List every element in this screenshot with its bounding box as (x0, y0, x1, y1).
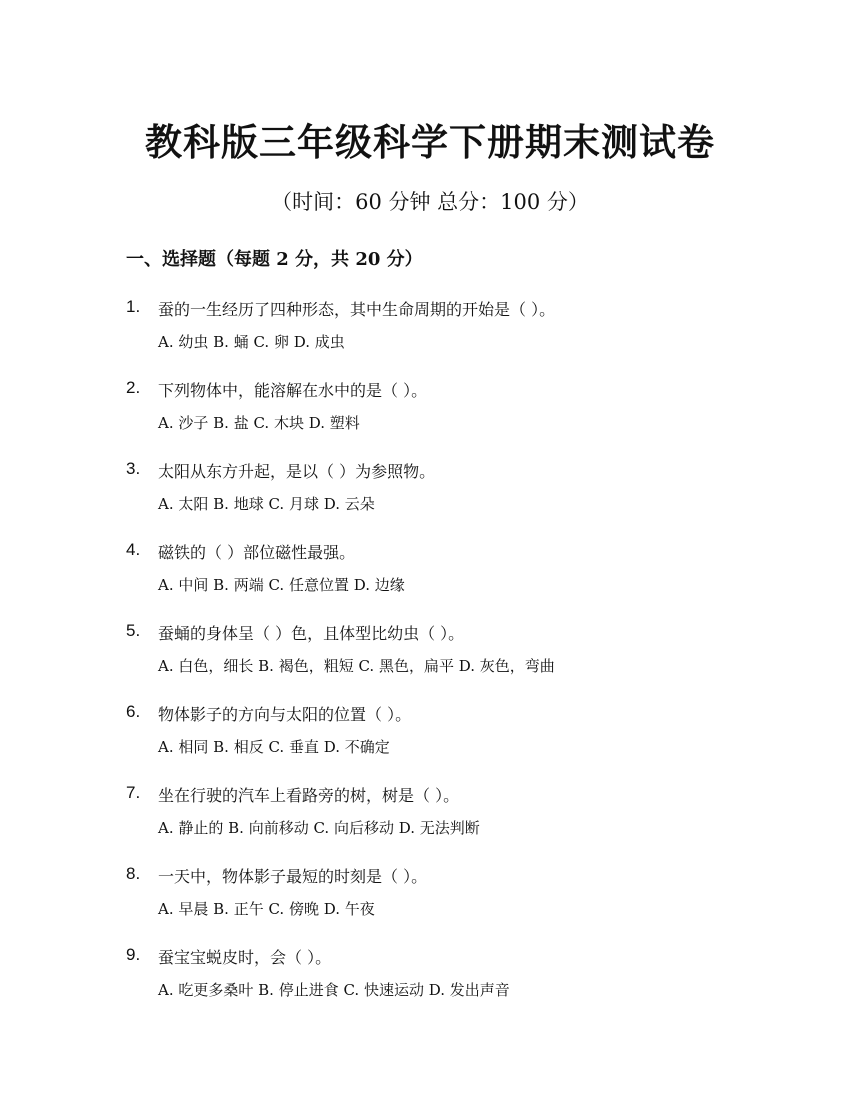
question-number: 1. (126, 297, 141, 316)
question-item (126, 783, 766, 864)
question-text: 下列物体中，能溶解在水中的是（ ）。 (158, 381, 428, 400)
question-options: A. 早晨 B. 正午 C. 傍晚 D. 午夜 (158, 900, 375, 918)
question-number: 7. (126, 783, 141, 802)
question-item (126, 621, 766, 702)
question-number: 9. (126, 945, 141, 964)
question-number: 6. (126, 702, 141, 721)
question-number: 5. (126, 621, 141, 640)
exam-subtitle: （时间：60 分钟 总分：100 分） (271, 190, 589, 214)
question-options: A. 相同 B. 相反 C. 垂直 D. 不确定 (158, 738, 390, 756)
question-options: A. 白色，细长 B. 褐色，粗短 C. 黑色，扁平 D. 灰色，弯曲 (158, 657, 555, 675)
question-text: 蚕蛹的身体呈（ ）色，且体型比幼虫（ ）。 (158, 624, 465, 643)
exam-title: 教科版三年级科学下册期末测试卷 (145, 120, 715, 164)
question-text: 物体影子的方向与太阳的位置（ ）。 (158, 705, 412, 724)
question-options: A. 吃更多桑叶 B. 停止进食 C. 快速运动 D. 发出声音 (158, 981, 510, 999)
question-options: A. 太阳 B. 地球 C. 月球 D. 云朵 (158, 495, 375, 513)
question-text: 磁铁的（ ）部位磁性最强。 (158, 543, 356, 562)
question-options: A. 沙子 B. 盐 C. 木块 D. 塑料 (158, 414, 360, 432)
question-number: 2. (126, 378, 141, 397)
question-text: 太阳从东方升起，是以（ ）为参照物。 (158, 462, 436, 481)
question-item (126, 540, 766, 621)
question-item (126, 945, 766, 1026)
question-item (126, 702, 766, 783)
question-options: A. 中间 B. 两端 C. 任意位置 D. 边缘 (158, 576, 405, 594)
question-text: 蚕的一生经历了四种形态，其中生命周期的开始是（ ）。 (158, 300, 556, 319)
question-text: 一天中，物体影子最短的时刻是（ ）。 (158, 867, 428, 886)
question-text: 坐在行驶的汽车上看路旁的树，树是（ ）。 (158, 786, 460, 805)
question-number: 4. (126, 540, 141, 559)
question-options: A. 幼虫 B. 蛹 C. 卵 D. 成虫 (158, 333, 345, 351)
question-item (126, 297, 766, 378)
question-number: 8. (126, 864, 141, 883)
question-text: 蚕宝宝蜕皮时，会（ ）。 (158, 948, 332, 967)
question-options: A. 静止的 B. 向前移动 C. 向后移动 D. 无法判断 (158, 819, 480, 837)
question-item (126, 459, 766, 540)
section-heading: 一、选择题（每题 2 分，共 20 分） (126, 249, 423, 270)
question-item (126, 864, 766, 945)
question-item (126, 378, 766, 459)
question-list (126, 297, 766, 1026)
question-number: 3. (126, 459, 141, 478)
